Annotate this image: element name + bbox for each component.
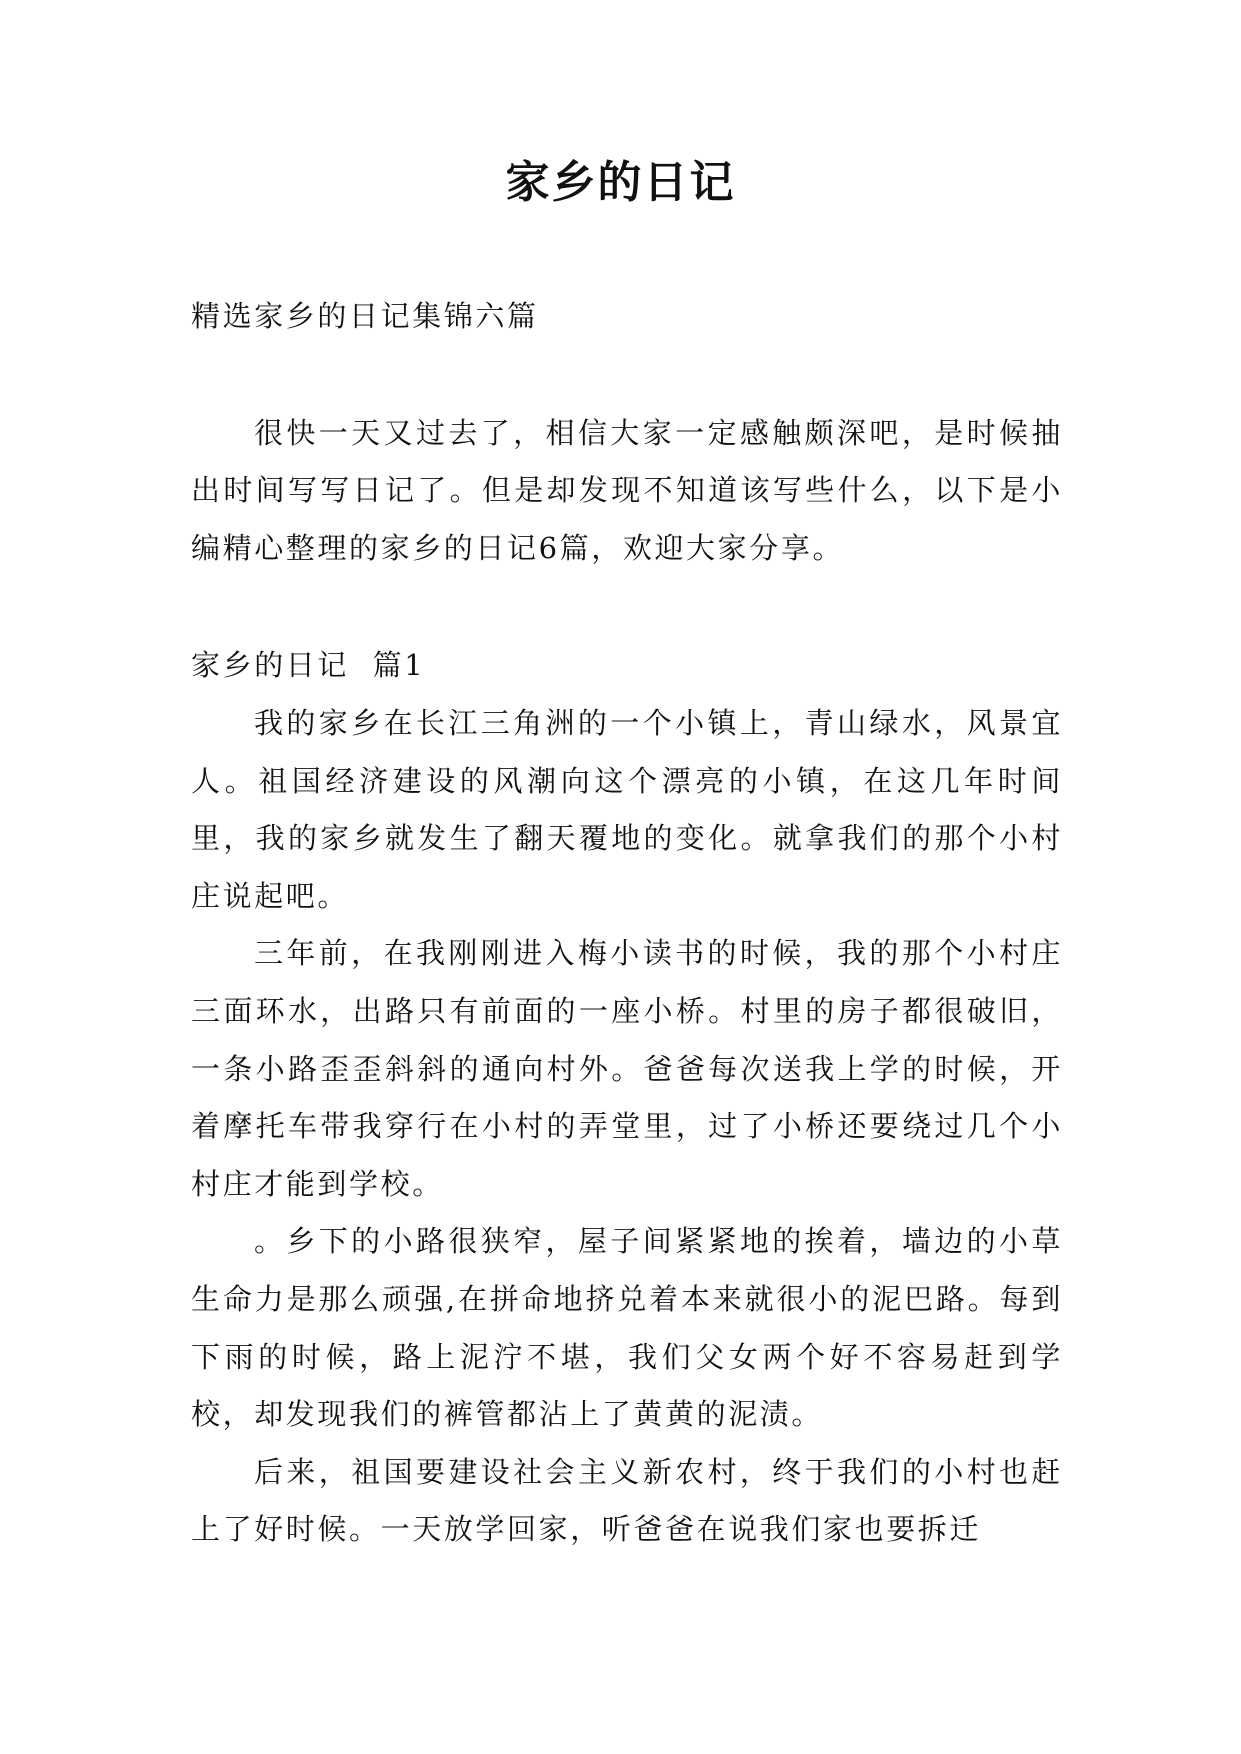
intro-paragraph: 很快一天又过去了，相信大家一定感触颇深吧，是时候抽出时间写写日记了。但是却发现不知道该写些什么，以下是小编精心整理的家乡的日记6篇，欢迎大家分享。 bbox=[191, 415, 1063, 565]
document-subtitle: 精选家乡的日记集锦六篇 bbox=[191, 299, 539, 333]
document-title: 家乡的日记 bbox=[505, 157, 736, 208]
body-paragraph: 我的家乡在长江三角洲的一个小镇上，青山绿水，风景宜人。祖国经济建设的风潮向这个漂亮的小镇，在这几年时间里，我的家乡就发生了翻天覆地的变化。就拿我们的那个小村庄说起吧。 bbox=[191, 705, 1063, 913]
section-heading: 家乡的日记 篇1 bbox=[191, 648, 426, 683]
body-paragraph: 后来，祖国要建设社会主义新农村，终于我们的小村也赶上了好时候。一天放学回家，听爸爸在说我们家也要拆迁 bbox=[191, 1454, 1063, 1547]
body-paragraph: 。乡下的小路很狭窄，屋子间紧紧地的挨着，墙边的小草生命力是那么顽强,在拼命地挤兑着本来就很小的泥巴路。每到下雨的时候，路上泥泞不堪，我们父女两个好不容易赶到学校，却发现我们的裤管都沾上了黄黄的泥渍。 bbox=[191, 1224, 1063, 1432]
body-paragraph: 三年前，在我刚刚进入梅小读书的时候，我的那个小村庄三面环水，出路只有前面的一座小桥。村里的房子都很破旧，一条小路歪歪斜斜的通向村外。爸爸每次送我上学的时候，开着摩托车带我穿行在小村的弄堂里，过了小桥还要绕过几个小村庄才能到学校。 bbox=[191, 936, 1063, 1201]
document-body bbox=[191, 288, 1063, 1559]
